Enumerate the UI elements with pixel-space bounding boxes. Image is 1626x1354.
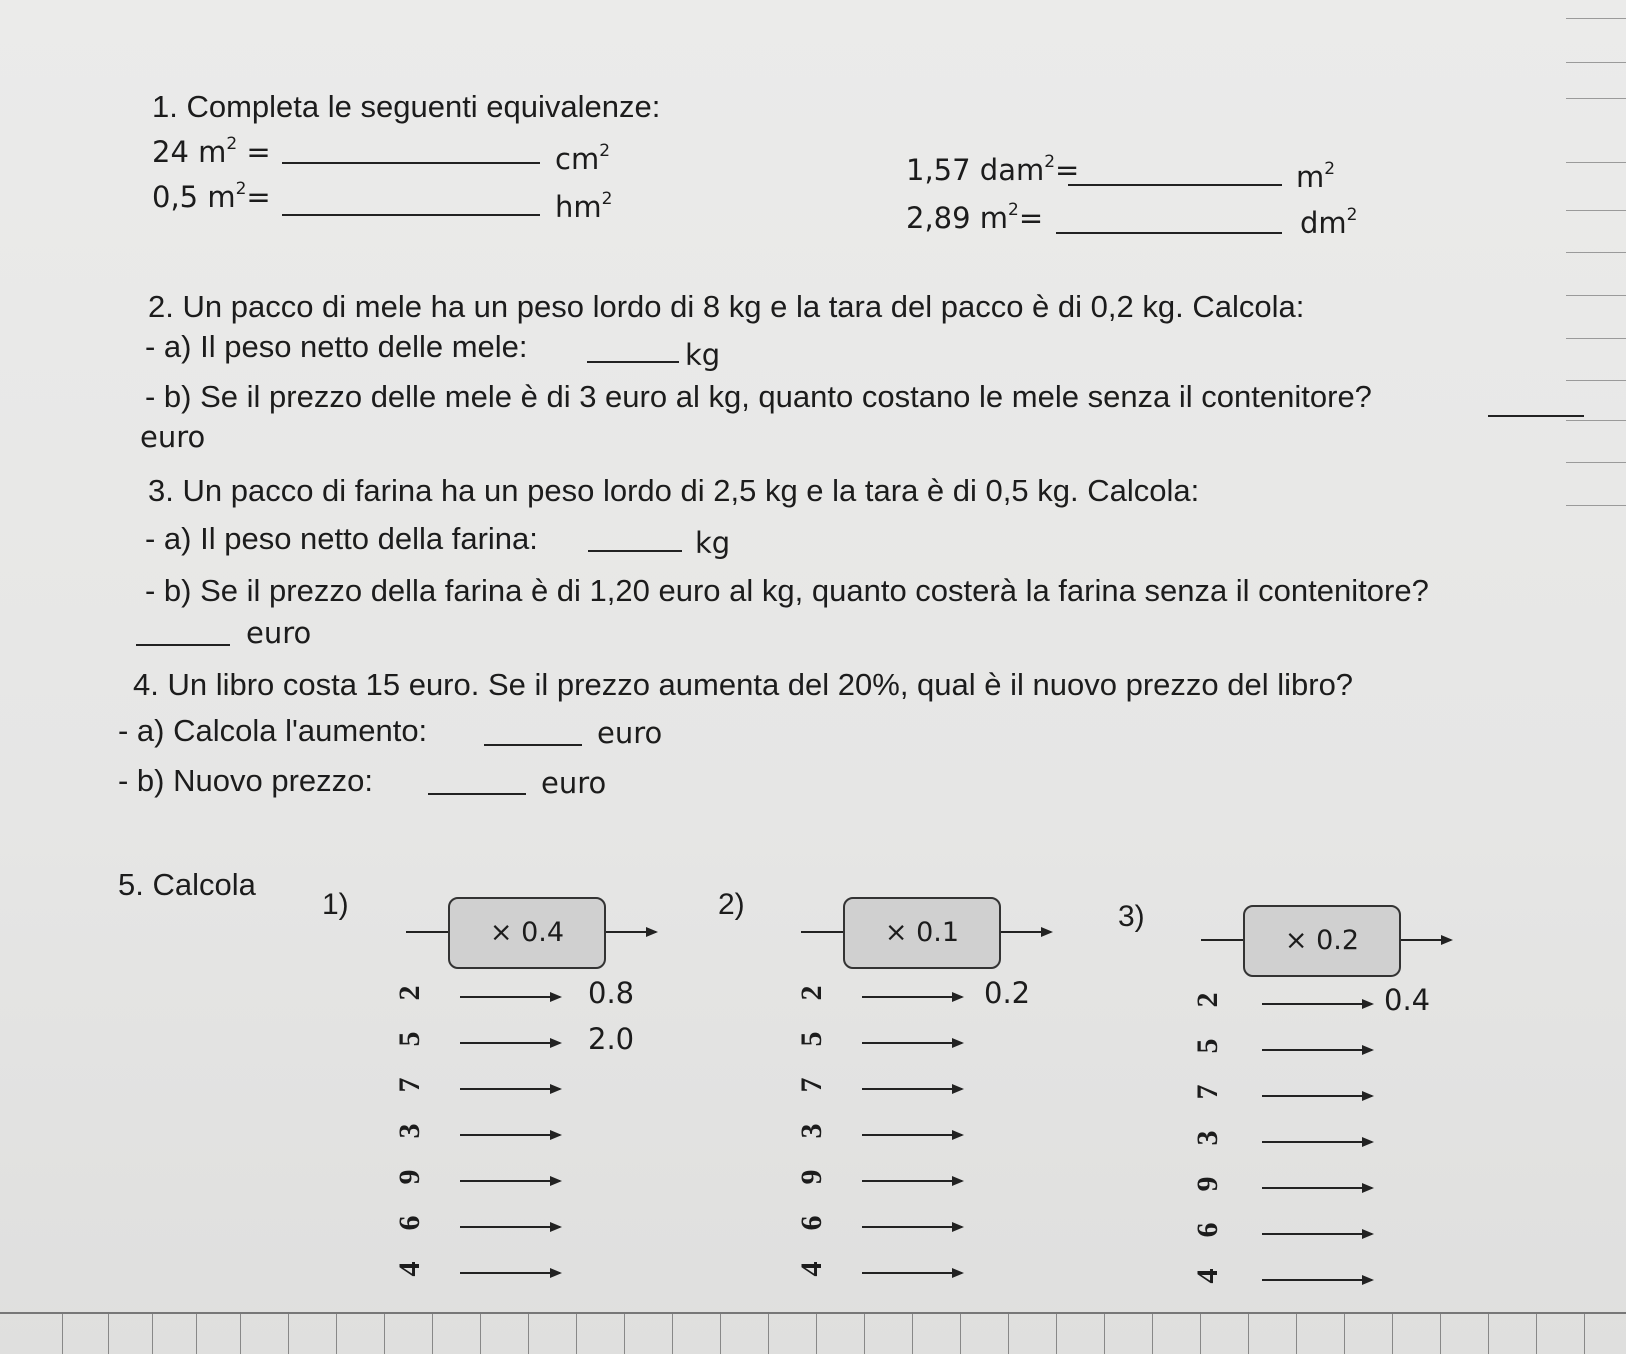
machine-2-arrow-2	[862, 1042, 962, 1044]
answer-blank-4[interactable]	[1056, 206, 1282, 234]
machine-output-arrow-3	[1401, 939, 1451, 941]
machine-2-arrow-3	[862, 1088, 962, 1090]
machine-3-input-6: 6	[1191, 1222, 1224, 1238]
machine-label-1: 1)	[322, 888, 349, 921]
ex3-unit-b: euro	[246, 616, 312, 650]
machine-1-output-2[interactable]: 2.0	[588, 1022, 635, 1056]
ex2-title: 2. Un pacco di mele ha un peso lordo di 8 kg e la tara del pacco è di 0,2 kg. Calcola:	[148, 289, 1305, 324]
machine-3-arrow-6	[1262, 1233, 1372, 1235]
machine-label-3: 3)	[1118, 900, 1145, 933]
ex2-answer-b[interactable]	[1488, 389, 1584, 417]
machine-1-input-3: 7	[393, 1077, 426, 1093]
ex3-unit-a: kg	[695, 526, 731, 560]
machine-2-input-5: 9	[795, 1169, 828, 1185]
machine-3-arrow-1	[1262, 1003, 1372, 1005]
answer-blank-1[interactable]	[282, 136, 540, 164]
eq-row-2: 0,5 $m^2=$	[152, 179, 271, 214]
ex4-question-a: - a) Calcola l'aumento:	[118, 713, 428, 748]
machine-3-input-5: 9	[1191, 1176, 1224, 1192]
machine-2-arrow-5	[862, 1180, 962, 1182]
machine-2-arrow-7	[862, 1272, 962, 1274]
machine-input-line-3	[1201, 939, 1243, 941]
machine-2-input-2: 5	[795, 1031, 828, 1047]
ex5-title: 5. Calcola	[118, 867, 256, 902]
machine-2-input-1: 2	[795, 985, 828, 1001]
machine-2-input-4: 3	[795, 1123, 828, 1139]
eq-unit-4: $dm^2$	[1300, 205, 1358, 240]
ex2-question-a: - a) Il peso netto delle mele:	[145, 329, 528, 364]
machine-1-output-1[interactable]: 0.8	[588, 976, 635, 1010]
machine-3-arrow-3	[1262, 1095, 1372, 1097]
grid-edge-bottom	[0, 1312, 1626, 1354]
machine-3-arrow-5	[1262, 1187, 1372, 1189]
machine-2-input-7: 4	[795, 1261, 828, 1277]
ex4-title: 4. Un libro costa 15 euro. Se il prezzo aumenta del 20%, qual è il nuovo prezzo del libro?	[133, 667, 1354, 702]
eq-unit-2: $hm^2$	[555, 189, 613, 224]
machine-2-output-1[interactable]: 0.2	[984, 976, 1031, 1010]
machine-3-input-4: 3	[1191, 1130, 1224, 1146]
ex4-answer-a[interactable]	[484, 718, 582, 746]
ex3-question-b: - b) Se il prezzo della farina è di 1,20 euro al kg, quanto costerà la farina senza il contenitore?	[145, 573, 1429, 608]
ex3-question-a: - a) Il peso netto della farina:	[145, 521, 538, 556]
machine-1-input-6: 6	[393, 1215, 426, 1231]
machine-2-arrow-1	[862, 996, 962, 998]
eq-row-3: 1,57 dam$^2$=	[906, 152, 1080, 187]
ex4-answer-b[interactable]	[428, 767, 526, 795]
machine-1-input-4: 3	[393, 1123, 426, 1139]
machine-1-input-1: 2	[393, 985, 426, 1001]
ex2-answer-a[interactable]	[587, 335, 679, 363]
machine-1-arrow-2	[460, 1042, 560, 1044]
eq-unit-3: $m^2$	[1296, 159, 1336, 194]
machine-3-input-7: 4	[1191, 1268, 1224, 1284]
machine-operator-3: × 0.2	[1243, 905, 1401, 977]
machine-3-input-1: 2	[1191, 992, 1224, 1008]
machine-3-arrow-2	[1262, 1049, 1372, 1051]
answer-blank-3[interactable]	[1068, 158, 1282, 186]
machine-label-2: 2)	[718, 888, 745, 921]
machine-3-arrow-4	[1262, 1141, 1372, 1143]
ex3-answer-b[interactable]	[136, 618, 230, 646]
machine-1-arrow-1	[460, 996, 560, 998]
machine-3-input-2: 5	[1191, 1038, 1224, 1054]
machine-1-input-7: 4	[393, 1261, 426, 1277]
machine-2-arrow-6	[862, 1226, 962, 1228]
ex3-answer-a[interactable]	[588, 524, 682, 552]
machine-3-input-3: 7	[1191, 1084, 1224, 1100]
machine-1-arrow-3	[460, 1088, 560, 1090]
machine-output-arrow-1	[606, 931, 656, 933]
machine-2-input-6: 6	[795, 1215, 828, 1231]
machine-1-input-2: 5	[393, 1031, 426, 1047]
machine-1-arrow-6	[460, 1226, 560, 1228]
eq-row-1: 24 $m^2$ =	[152, 134, 271, 169]
eq-row-4: 2,89 $m^2=$	[906, 200, 1044, 235]
eq-unit-1: $cm^2$	[555, 141, 611, 176]
machine-2-arrow-4	[862, 1134, 962, 1136]
machine-operator-1: × 0.4	[448, 897, 606, 969]
machine-input-line-2	[801, 931, 843, 933]
ex4-unit-b: euro	[541, 766, 607, 800]
machine-input-line-1	[406, 931, 448, 933]
ex4-unit-a: euro	[597, 716, 663, 750]
ex3-title: 3. Un pacco di farina ha un peso lordo di 2,5 kg e la tara è di 0,5 kg. Calcola:	[148, 473, 1200, 508]
ex2-question-b: - b) Se il prezzo delle mele è di 3 euro al kg, quanto costano le mele senza il contenitore?	[145, 379, 1372, 414]
machine-1-arrow-5	[460, 1180, 560, 1182]
machine-3-output-1[interactable]: 0.4	[1384, 983, 1431, 1017]
machine-3-arrow-7	[1262, 1279, 1372, 1281]
machine-1-arrow-4	[460, 1134, 560, 1136]
machine-1-input-5: 9	[393, 1169, 426, 1185]
ex2-unit-b: euro	[140, 420, 206, 454]
machine-1-arrow-7	[460, 1272, 560, 1274]
machine-operator-2: × 0.1	[843, 897, 1001, 969]
ex1-title: 1. Completa le seguenti equivalenze:	[152, 89, 661, 124]
machine-output-arrow-2	[1001, 931, 1051, 933]
grid-edge-right	[1566, 0, 1626, 1354]
machine-2-input-3: 7	[795, 1077, 828, 1093]
ex2-unit-a: kg	[685, 338, 721, 372]
ex4-question-b: - b) Nuovo prezzo:	[118, 763, 373, 798]
answer-blank-2[interactable]	[282, 188, 540, 216]
